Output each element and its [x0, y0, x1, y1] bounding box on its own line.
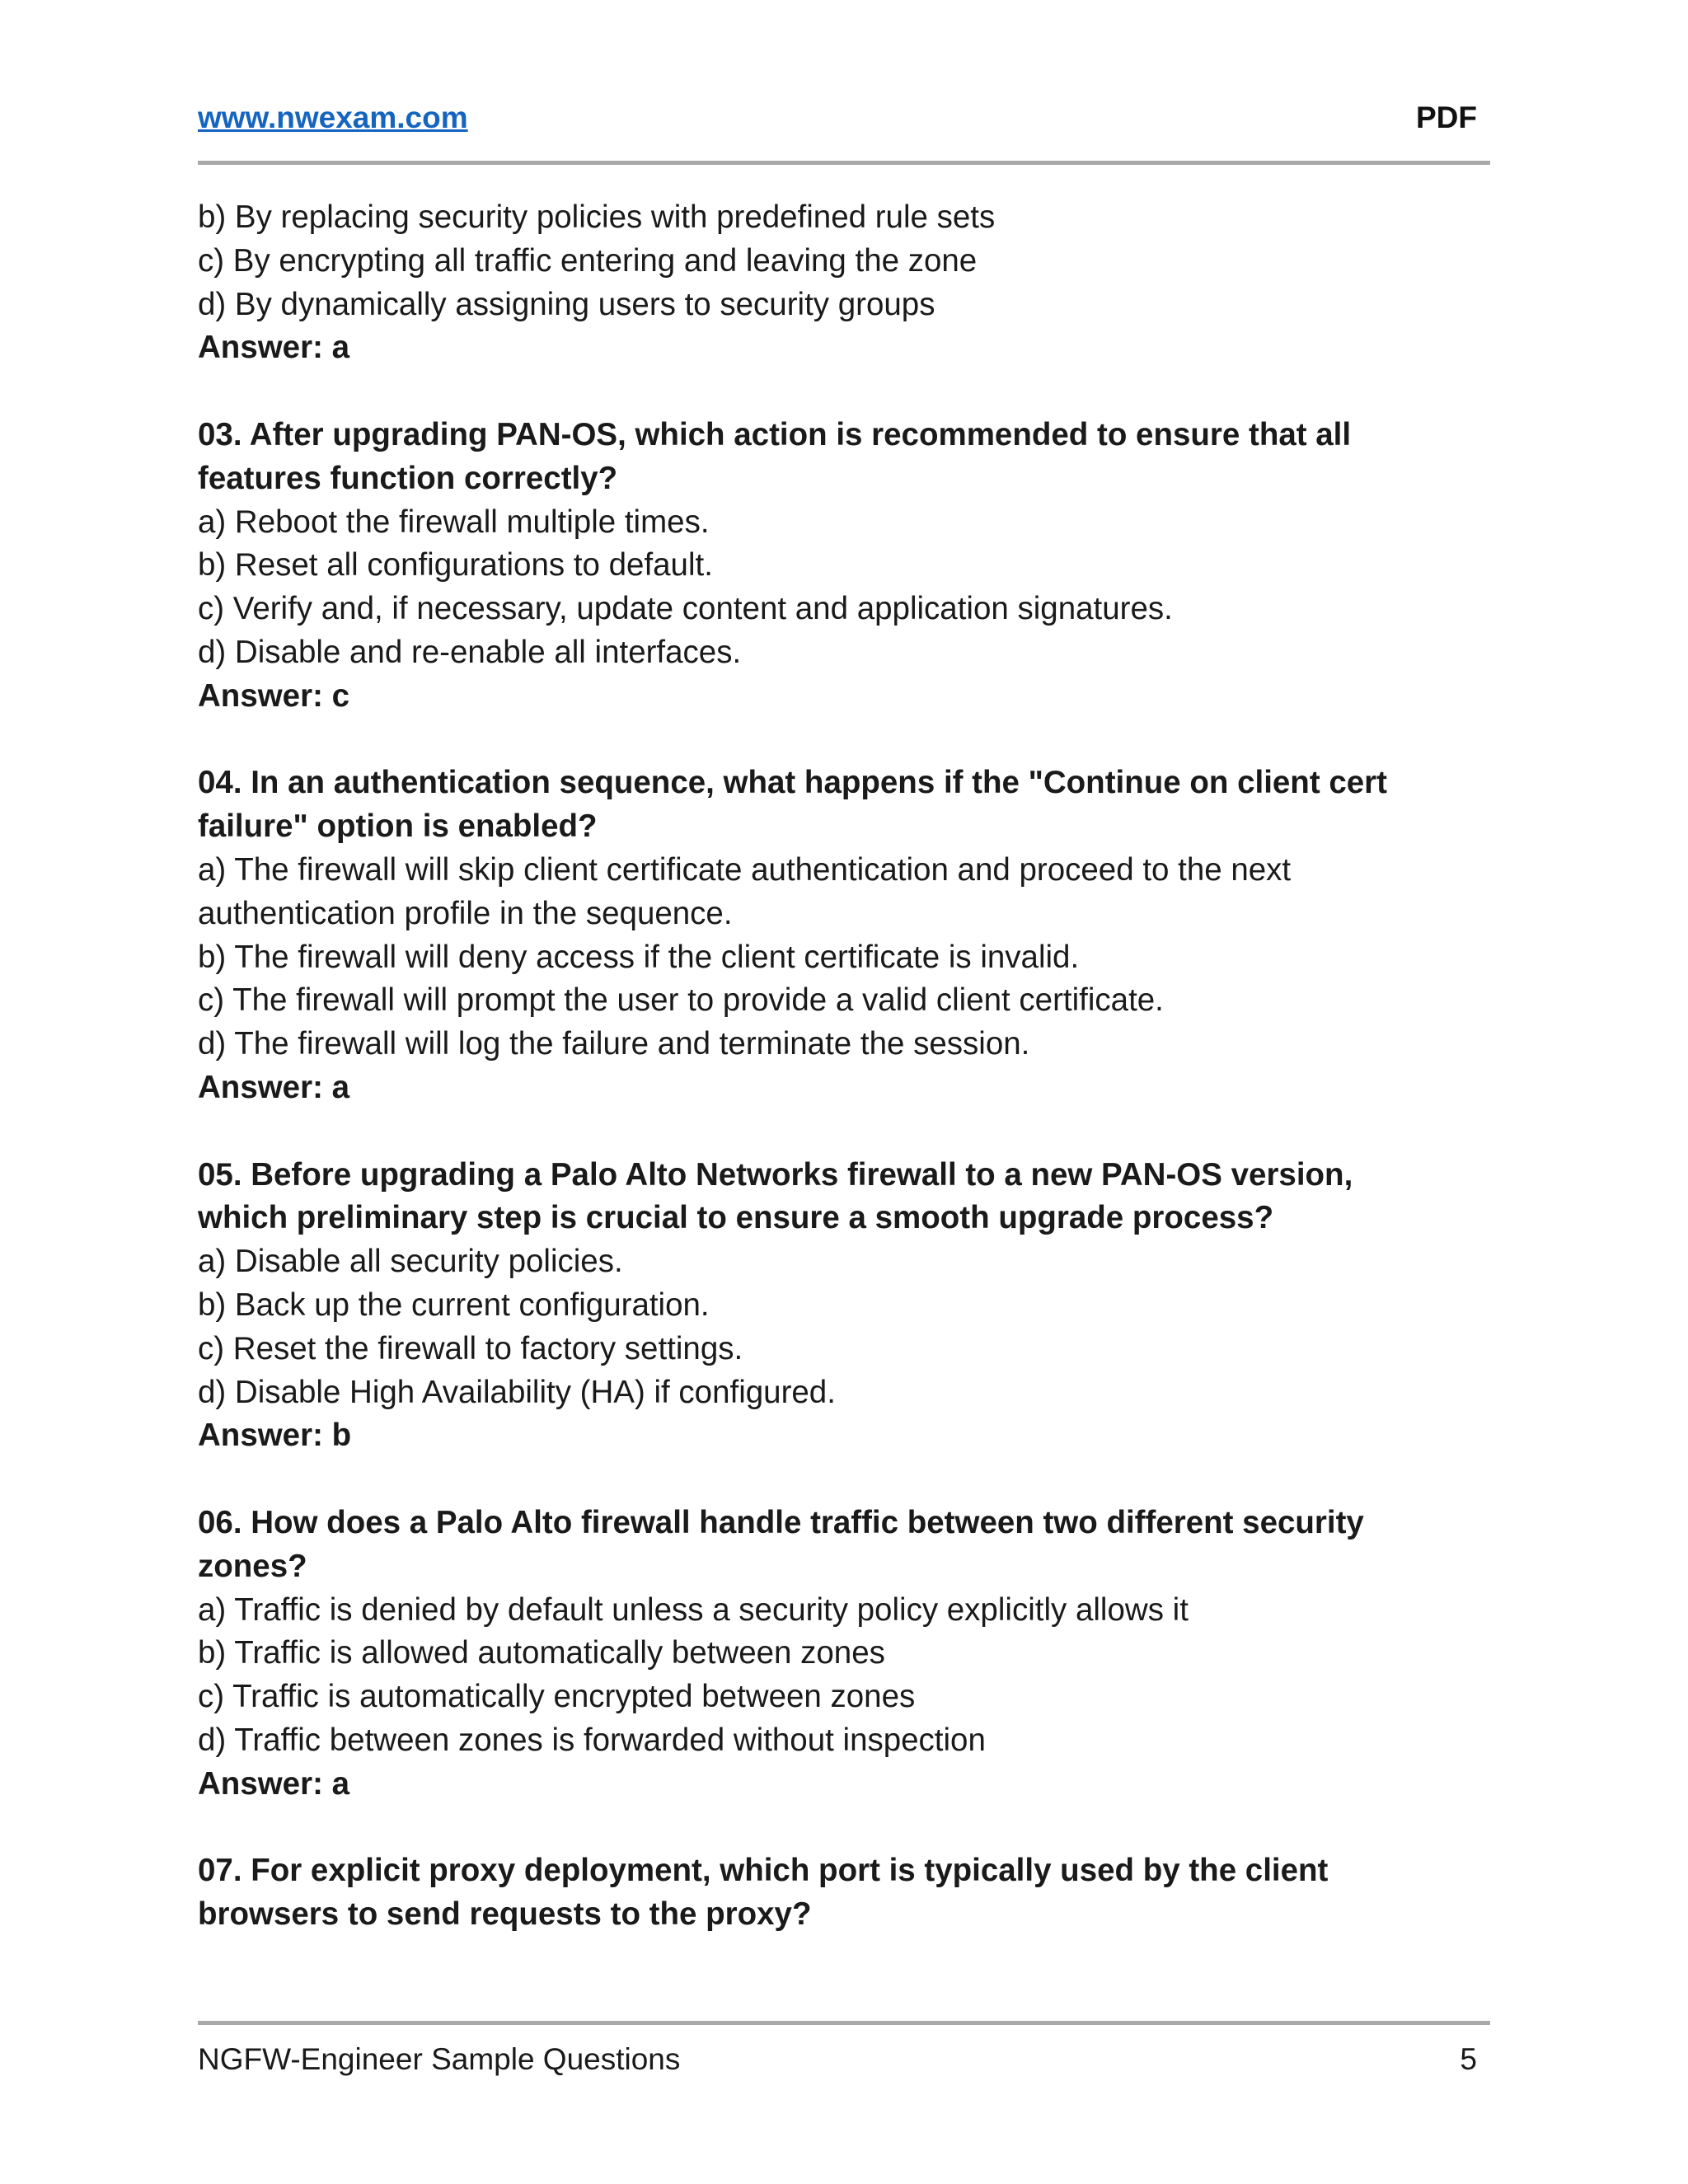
- page-header: [198, 92, 1490, 142]
- option-line: b) Traffic is allowed automatically between zones: [198, 1635, 885, 1671]
- spacer: [198, 1806, 1490, 1849]
- pdf-label: PDF: [1416, 101, 1477, 134]
- option-line: d) The firewall will log the failure and terminate the session.: [198, 1026, 1030, 1062]
- answer-line: Answer: a: [198, 1069, 350, 1105]
- question-title: 04. In an authentication sequence, what happens if the "Continue on client cert: [198, 765, 1387, 801]
- option-line: c) The firewall will prompt the user to provide a valid client certificate.: [198, 982, 1164, 1019]
- question-title: 07. For explicit proxy deployment, which port is typically used by the client: [198, 1853, 1329, 1889]
- page-number: 5: [1460, 2042, 1477, 2076]
- question-title: zones?: [198, 1548, 307, 1584]
- question-block: [198, 1502, 1490, 1807]
- spacer: [198, 370, 1490, 414]
- footer-title: NGFW-Engineer Sample Questions: [198, 2042, 681, 2076]
- question-title: failure" option is enabled?: [198, 808, 598, 845]
- question-title: 03. After upgrading PAN-OS, which action is recommended to ensure that all: [198, 416, 1352, 452]
- question-title: which preliminary step is crucial to ensure a smooth upgrade process?: [198, 1200, 1274, 1236]
- answer-line: Answer: c: [198, 677, 350, 714]
- option-line: a) The firewall will skip client certificate authentication and proceed to the next: [198, 851, 1292, 888]
- option-line: a) Traffic is denied by default unless a security policy explicitly allows it: [198, 1591, 1189, 1628]
- option-line: a) Reboot the firewall multiple times.: [198, 504, 710, 540]
- spacer: [198, 719, 1490, 762]
- spacer: [198, 1458, 1490, 1502]
- option-line: d) Traffic between zones is forwarded without inspection: [198, 1722, 986, 1758]
- option-line: d) Disable High Availability (HA) if configured.: [198, 1374, 836, 1410]
- question-block: [198, 414, 1490, 719]
- question-title: 05. Before upgrading a Palo Alto Networks firewall to a new PAN-OS version,: [198, 1156, 1353, 1193]
- option-line: c) Reset the firewall to factory settings.: [198, 1330, 743, 1366]
- option-line: a) Disable all security policies.: [198, 1244, 623, 1280]
- answer-line: Answer: a: [198, 330, 350, 366]
- page-footer: [198, 2034, 1490, 2083]
- footer-divider: [198, 2021, 1490, 2025]
- question-block: [198, 1849, 1490, 1937]
- answer-line: Answer: a: [198, 1765, 350, 1802]
- option-line: b) By replacing security policies with predefined rule sets: [198, 199, 996, 235]
- site-link[interactable]: www.nwexam.com: [198, 101, 468, 134]
- option-line: c) Verify and, if necessary, update content and application signatures.: [198, 591, 1173, 627]
- continued-question: [198, 196, 1490, 370]
- question-title: features function correctly?: [198, 460, 618, 496]
- option-line: c) Traffic is automatically encrypted between zones: [198, 1679, 916, 1715]
- option-line: d) Disable and re-enable all interfaces.: [198, 634, 742, 670]
- answer-line: Answer: b: [198, 1418, 352, 1454]
- document-body: [198, 196, 1490, 1937]
- spacer: [198, 1110, 1490, 1154]
- question-block: [198, 762, 1490, 1109]
- option-line: c) By encrypting all traffic entering and leaving the zone: [198, 242, 978, 279]
- option-line: b) The firewall will deny access if the client certificate is invalid.: [198, 939, 1080, 975]
- option-line: b) Reset all configurations to default.: [198, 547, 713, 583]
- header-divider: [198, 161, 1490, 165]
- question-title: browsers to send requests to the proxy?: [198, 1896, 812, 1933]
- option-line: authentication profile in the sequence.: [198, 895, 733, 931]
- question-title: 06. How does a Palo Alto firewall handle traffic between two different security: [198, 1504, 1364, 1540]
- question-block: [198, 1154, 1490, 1459]
- option-line: b) Back up the current configuration.: [198, 1286, 710, 1323]
- option-line: d) By dynamically assigning users to security groups: [198, 286, 935, 322]
